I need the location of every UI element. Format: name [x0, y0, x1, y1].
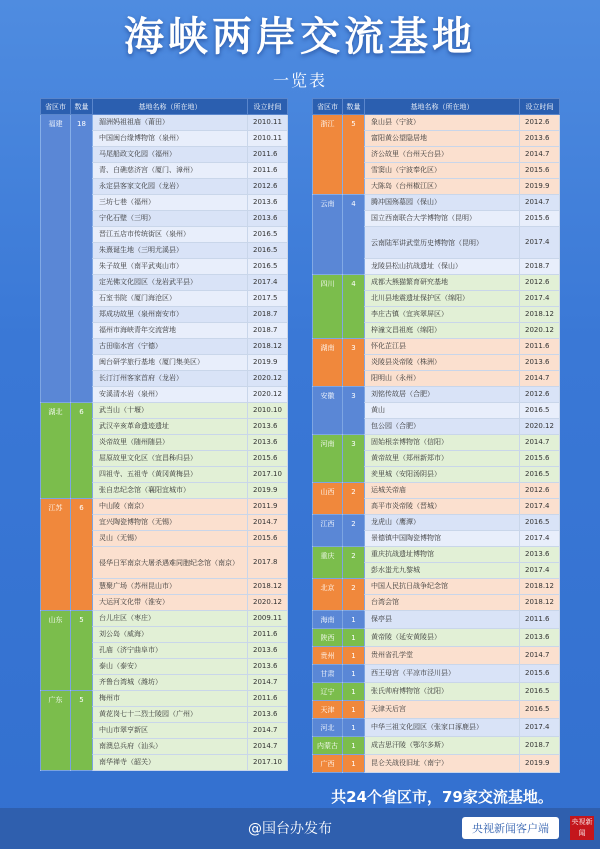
base-name-cell: 重庆抗战遗址博物馆 [365, 547, 520, 563]
col-date-header: 设立时间 [520, 99, 560, 115]
count-cell: 5 [71, 611, 93, 691]
date-cell: 2011.9 [248, 499, 288, 515]
page-subtitle: 一览表 [272, 71, 327, 90]
province-group [313, 611, 560, 629]
base-name-cell: 宜兴陶瓷博物馆（无锡） [93, 515, 248, 531]
count-cell: 4 [343, 195, 365, 275]
province-cell: 广西 [313, 755, 343, 773]
base-name-cell: 炎帝故里（随州随县） [93, 435, 248, 451]
province-cell: 海南 [313, 611, 343, 629]
date-cell: 2010.10 [248, 403, 288, 419]
date-cell: 2017.4 [520, 227, 560, 259]
base-name-cell: 湄洲妈祖祖庙（莆田） [93, 115, 248, 131]
date-cell: 2011.6 [520, 339, 560, 355]
date-cell: 2016.5 [248, 243, 288, 259]
base-name-cell: 大陈岛（台州椒江区） [365, 179, 520, 195]
base-name-cell: 炎陵县炎帝陵（株洲） [365, 355, 520, 371]
date-cell: 2017.4 [520, 499, 560, 515]
base-name-cell: 成吉思汗陵（鄂尔多斯） [365, 737, 520, 755]
table-row [313, 515, 560, 531]
date-cell: 2009.11 [248, 611, 288, 627]
date-cell: 2014.7 [248, 675, 288, 691]
date-cell: 2014.7 [520, 371, 560, 387]
date-cell: 2017.4 [520, 719, 560, 737]
date-cell: 2016.5 [520, 683, 560, 701]
table-row [313, 195, 560, 211]
table-row [313, 683, 560, 701]
base-name-cell: 黄帝故里（郑州新郑市） [365, 451, 520, 467]
date-cell: 2013.6 [520, 629, 560, 647]
province-group [41, 499, 288, 611]
count-cell: 1 [343, 701, 365, 719]
base-name-cell: 梅州市 [93, 691, 248, 707]
base-name-cell: 黄花岗七十二烈士陵园（广州） [93, 707, 248, 723]
base-name-cell: 张自忠纪念馆（襄阳宜城市） [93, 483, 248, 499]
base-name-cell: 武当山（十堰） [93, 403, 248, 419]
table-header-row [41, 99, 288, 115]
date-cell: 2017.10 [248, 755, 288, 771]
base-name-cell: 腾冲国殇墓园（保山） [365, 195, 520, 211]
province-group [313, 665, 560, 683]
left-table-wrap [40, 98, 288, 771]
date-cell: 2016.5 [520, 701, 560, 719]
table-row [313, 547, 560, 563]
date-cell: 2011.6 [248, 627, 288, 643]
date-cell: 2011.6 [248, 691, 288, 707]
province-cell: 山西 [313, 483, 343, 515]
base-name-cell: 雪窦山（宁波奉化区） [365, 163, 520, 179]
base-name-cell: 张氏帅府博物馆（沈阳） [365, 683, 520, 701]
col-name-header: 基地名称（所在地） [93, 99, 248, 115]
province-cell: 福建 [41, 115, 71, 403]
footer-bar [0, 808, 600, 849]
base-name-cell: 包公园（合肥） [365, 419, 520, 435]
date-cell: 2020.12 [248, 387, 288, 403]
base-name-cell: 齐鲁台湾城（潍坊） [93, 675, 248, 691]
count-cell: 3 [343, 339, 365, 387]
count-cell: 5 [71, 691, 93, 771]
province-cell: 河北 [313, 719, 343, 737]
date-cell: 2013.6 [248, 419, 288, 435]
base-name-cell: 李庄古镇（宜宾翠屏区） [365, 307, 520, 323]
table-row [313, 647, 560, 665]
province-cell: 北京 [313, 579, 343, 611]
date-cell: 2010.11 [248, 115, 288, 131]
count-cell: 4 [343, 275, 365, 339]
base-name-cell: 富阳黄公望隐居地 [365, 131, 520, 147]
date-cell: 2019.9 [248, 355, 288, 371]
province-group [313, 115, 560, 195]
province-group [313, 275, 560, 339]
date-cell: 2018.12 [248, 339, 288, 355]
base-name-cell: 象山县（宁波） [365, 115, 520, 131]
table-row [313, 115, 560, 131]
table-row [41, 403, 288, 419]
base-name-cell: 黄山 [365, 403, 520, 419]
province-cell: 湖北 [41, 403, 71, 499]
base-name-cell: 永定县客家文化园（龙岩） [93, 179, 248, 195]
base-name-cell: 闽台研学旅行基地（厦门集美区） [93, 355, 248, 371]
date-cell: 2013.6 [520, 355, 560, 371]
base-name-cell: 泰山（泰安） [93, 659, 248, 675]
date-cell: 2019.9 [248, 483, 288, 499]
base-name-cell: 马尾船政文化园（福州） [93, 147, 248, 163]
table-row [313, 483, 560, 499]
count-cell: 1 [343, 719, 365, 737]
count-cell: 6 [71, 499, 93, 611]
table-row [313, 701, 560, 719]
base-name-cell: 晋江五店市传统街区（泉州） [93, 227, 248, 243]
base-name-cell: 云南陆军讲武堂历史博物馆（昆明） [365, 227, 520, 259]
count-cell: 3 [343, 387, 365, 435]
page-title: 海峡两岸交流基地 [124, 14, 476, 60]
province-group [41, 403, 288, 499]
province-cell: 内蒙古 [313, 737, 343, 755]
right-table-wrap [312, 98, 560, 773]
base-name-cell: 阳明山（永州） [365, 371, 520, 387]
base-name-cell: 屈原故里文化区（宜昌秭归县） [93, 451, 248, 467]
count-cell: 5 [343, 115, 365, 195]
province-cell: 天津 [313, 701, 343, 719]
date-cell: 2012.6 [520, 275, 560, 291]
province-cell: 云南 [313, 195, 343, 275]
base-name-cell: 孔庙（济宁曲阜市） [93, 643, 248, 659]
base-name-cell: 梓潼文昌祖庭（绵阳） [365, 323, 520, 339]
base-name-cell: 朱子故里（南平武夷山市） [93, 259, 248, 275]
base-name-cell: 怀化芷江县 [365, 339, 520, 355]
base-name-cell: 中国人民抗日战争纪念馆 [365, 579, 520, 595]
base-name-cell: 南华禅寺（韶关） [93, 755, 248, 771]
base-name-cell: 运城关帝庙 [365, 483, 520, 499]
province-cell: 重庆 [313, 547, 343, 579]
count-cell: 2 [343, 579, 365, 611]
base-name-cell: 侵华日军南京大屠杀遇难同胞纪念馆（南京） [93, 547, 248, 579]
count-cell: 1 [343, 629, 365, 647]
count-cell: 2 [343, 515, 365, 547]
table-row [313, 737, 560, 755]
date-cell: 2018.12 [520, 307, 560, 323]
date-cell: 2017.4 [248, 275, 288, 291]
date-cell: 2012.6 [520, 115, 560, 131]
table-row [313, 665, 560, 683]
province-group [313, 195, 560, 275]
date-cell: 2020.12 [520, 323, 560, 339]
date-cell: 2012.6 [520, 483, 560, 499]
date-cell: 2015.6 [248, 531, 288, 547]
date-cell: 2015.6 [520, 211, 560, 227]
base-name-cell: 北川县地震遗址保护区（绵阳） [365, 291, 520, 307]
date-cell: 2012.6 [520, 387, 560, 403]
base-name-cell: 中山陵（南京） [93, 499, 248, 515]
base-name-cell: 石室书院（厦门海沧区） [93, 291, 248, 307]
province-group [313, 483, 560, 515]
base-name-cell: 武汉辛亥革命遗迹遗址 [93, 419, 248, 435]
date-cell: 2011.6 [248, 147, 288, 163]
province-group [41, 611, 288, 691]
date-cell: 2020.12 [248, 371, 288, 387]
table-row [41, 499, 288, 515]
base-name-cell: 昆仑关战役旧址（南宁） [365, 755, 520, 773]
table-row [313, 629, 560, 647]
table-row [313, 435, 560, 451]
base-name-cell: 固始根亲博物馆（信阳） [365, 435, 520, 451]
table-row [313, 755, 560, 773]
date-cell: 2013.6 [248, 707, 288, 723]
province-group [313, 547, 560, 579]
province-group [313, 647, 560, 665]
date-cell: 2015.6 [520, 163, 560, 179]
base-name-cell: 大运河文化带（淮安） [93, 595, 248, 611]
base-name-cell: 龙陵县松山抗战遗址（保山） [365, 259, 520, 275]
date-cell: 2013.6 [520, 131, 560, 147]
base-name-cell: 三坊七巷（福州） [93, 195, 248, 211]
date-cell: 2013.6 [248, 659, 288, 675]
province-group [313, 737, 560, 755]
province-cell: 江苏 [41, 499, 71, 611]
province-group [313, 387, 560, 435]
province-group [313, 629, 560, 647]
table-row [313, 387, 560, 403]
province-cell: 甘肃 [313, 665, 343, 683]
date-cell: 2017.4 [520, 563, 560, 579]
date-cell: 2017.10 [248, 467, 288, 483]
cctv-news-logo: 央视新闻 [570, 816, 594, 840]
date-cell: 2018.7 [520, 259, 560, 275]
date-cell: 2019.9 [520, 755, 560, 773]
base-name-cell: 刘公岛（威海） [93, 627, 248, 643]
province-group [313, 579, 560, 611]
base-name-cell: 台儿庄区（枣庄） [93, 611, 248, 627]
base-name-cell: 西王母宫（平凉市泾川县） [365, 665, 520, 683]
date-cell: 2014.7 [248, 739, 288, 755]
table-row [41, 691, 288, 707]
date-cell: 2017.4 [520, 531, 560, 547]
count-cell: 18 [71, 115, 93, 403]
date-cell: 2018.7 [520, 737, 560, 755]
base-name-cell: 定光佛文化园区（龙岩武平县） [93, 275, 248, 291]
count-cell: 1 [343, 647, 365, 665]
province-group [313, 755, 560, 773]
date-cell: 2016.5 [248, 227, 288, 243]
base-name-cell: 景德镇中国陶瓷博物馆 [365, 531, 520, 547]
base-name-cell: 灵山（无锡） [93, 531, 248, 547]
base-name-cell: 刘铭传故居（合肥） [365, 387, 520, 403]
date-cell: 2015.6 [520, 451, 560, 467]
base-name-cell: 济公故里（台州天台县） [365, 147, 520, 163]
date-cell: 2014.7 [520, 435, 560, 451]
date-cell: 2016.5 [520, 467, 560, 483]
province-group [41, 115, 288, 403]
summary-text: 共24个省区市，79家交流基地。 [331, 788, 553, 806]
base-name-cell: 保亭县 [365, 611, 520, 629]
date-cell: 2017.8 [248, 547, 288, 579]
province-group [313, 701, 560, 719]
province-cell: 贵州 [313, 647, 343, 665]
date-cell: 2013.6 [248, 435, 288, 451]
base-name-cell: 朱熹诞生地（三明尤溪县） [93, 243, 248, 259]
count-cell: 2 [343, 483, 365, 515]
province-cell: 广东 [41, 691, 71, 771]
date-cell: 2018.7 [248, 307, 288, 323]
base-name-cell: 中山市翠亨新区 [93, 723, 248, 739]
province-cell: 安徽 [313, 387, 343, 435]
date-cell: 2013.6 [248, 211, 288, 227]
date-cell: 2017.5 [248, 291, 288, 307]
province-cell: 湖南 [313, 339, 343, 387]
table-row [313, 611, 560, 629]
base-name-cell: 中国闽台缘博物馆（泉州） [93, 131, 248, 147]
col-prov-header: 省区市 [313, 99, 343, 115]
count-cell: 1 [343, 737, 365, 755]
base-name-cell: 青、白礁慈济宫（厦门、漳州） [93, 163, 248, 179]
province-group [313, 339, 560, 387]
col-count-header: 数量 [71, 99, 93, 115]
date-cell: 2016.5 [520, 515, 560, 531]
base-name-cell: 高平市炎帝陵（晋城） [365, 499, 520, 515]
base-name-cell: 贵州省孔学堂 [365, 647, 520, 665]
base-name-cell: 龙虎山（鹰潭） [365, 515, 520, 531]
date-cell: 2011.6 [248, 163, 288, 179]
date-cell: 2012.6 [248, 179, 288, 195]
province-cell: 山东 [41, 611, 71, 691]
base-name-cell: 中华三祖文化园区（张家口涿鹿县） [365, 719, 520, 737]
left-table [40, 98, 288, 771]
date-cell: 2014.7 [520, 147, 560, 163]
base-name-cell: 天津天后宫 [365, 701, 520, 719]
col-name-header: 基地名称（所在地） [365, 99, 520, 115]
table-row [313, 275, 560, 291]
province-cell: 辽宁 [313, 683, 343, 701]
table-row [313, 579, 560, 595]
col-date-header: 设立时间 [248, 99, 288, 115]
base-name-cell: 国立西南联合大学博物馆（昆明） [365, 211, 520, 227]
date-cell: 2015.6 [520, 665, 560, 683]
count-cell: 1 [343, 611, 365, 629]
base-name-cell: 长汀汀州客家首府（龙岩） [93, 371, 248, 387]
base-name-cell: 彭水蚩尤九黎城 [365, 563, 520, 579]
base-name-cell: 郑成功故里（泉州南安市） [93, 307, 248, 323]
date-cell: 2020.12 [248, 595, 288, 611]
app-badge: 央视新闻客户端 [462, 817, 559, 839]
table-row [41, 611, 288, 627]
base-name-cell: 羑里城（安阳汤阴县） [365, 467, 520, 483]
province-group [41, 691, 288, 771]
base-name-cell: 四祖寺、五祖寺（黄冈黄梅县） [93, 467, 248, 483]
count-cell: 3 [343, 435, 365, 483]
date-cell: 2018.12 [520, 579, 560, 595]
table-row [41, 115, 288, 131]
province-cell: 陕西 [313, 629, 343, 647]
col-prov-header: 省区市 [41, 99, 71, 115]
table-header-row [313, 99, 560, 115]
date-cell: 2018.12 [520, 595, 560, 611]
date-cell: 2019.9 [520, 179, 560, 195]
date-cell: 2013.6 [248, 643, 288, 659]
base-name-cell: 安溪清水岩（泉州） [93, 387, 248, 403]
date-cell: 2015.6 [248, 451, 288, 467]
province-group [313, 435, 560, 483]
table-row [313, 339, 560, 355]
date-cell: 2013.6 [248, 195, 288, 211]
province-cell: 江西 [313, 515, 343, 547]
province-cell: 河南 [313, 435, 343, 483]
base-name-cell: 台湾会馆 [365, 595, 520, 611]
base-name-cell: 成都大熊猫繁育研究基地 [365, 275, 520, 291]
date-cell: 2018.12 [248, 579, 288, 595]
count-cell: 2 [343, 547, 365, 579]
date-cell: 2011.6 [520, 611, 560, 629]
province-group [313, 719, 560, 737]
count-cell: 1 [343, 665, 365, 683]
date-cell: 2014.7 [248, 515, 288, 531]
province-group [313, 683, 560, 701]
date-cell: 2013.6 [520, 547, 560, 563]
base-name-cell: 黄帝陵（延安黄陵县） [365, 629, 520, 647]
count-cell: 1 [343, 755, 365, 773]
base-name-cell: 古田临水宫（宁德） [93, 339, 248, 355]
date-cell: 2014.7 [520, 195, 560, 211]
date-cell: 2014.7 [248, 723, 288, 739]
date-cell: 2014.7 [520, 647, 560, 665]
date-cell: 2010.11 [248, 131, 288, 147]
province-group [313, 515, 560, 547]
col-count-header: 数量 [343, 99, 365, 115]
page-header [0, 0, 600, 95]
date-cell: 2017.4 [520, 291, 560, 307]
date-cell: 2020.12 [520, 419, 560, 435]
table-row [313, 719, 560, 737]
date-cell: 2016.5 [520, 403, 560, 419]
base-name-cell: 福州市海峡青年交流营地 [93, 323, 248, 339]
right-table [312, 98, 560, 773]
province-cell: 浙江 [313, 115, 343, 195]
base-name-cell: 宁化石壁（三明） [93, 211, 248, 227]
date-cell: 2018.7 [248, 323, 288, 339]
count-cell: 6 [71, 403, 93, 499]
base-name-cell: 慧聚广场（苏州昆山市） [93, 579, 248, 595]
count-cell: 1 [343, 683, 365, 701]
date-cell: 2016.5 [248, 259, 288, 275]
province-cell: 四川 [313, 275, 343, 339]
base-name-cell: 南澳总兵府（汕头） [93, 739, 248, 755]
source-label: @国台办发布 [248, 821, 332, 837]
